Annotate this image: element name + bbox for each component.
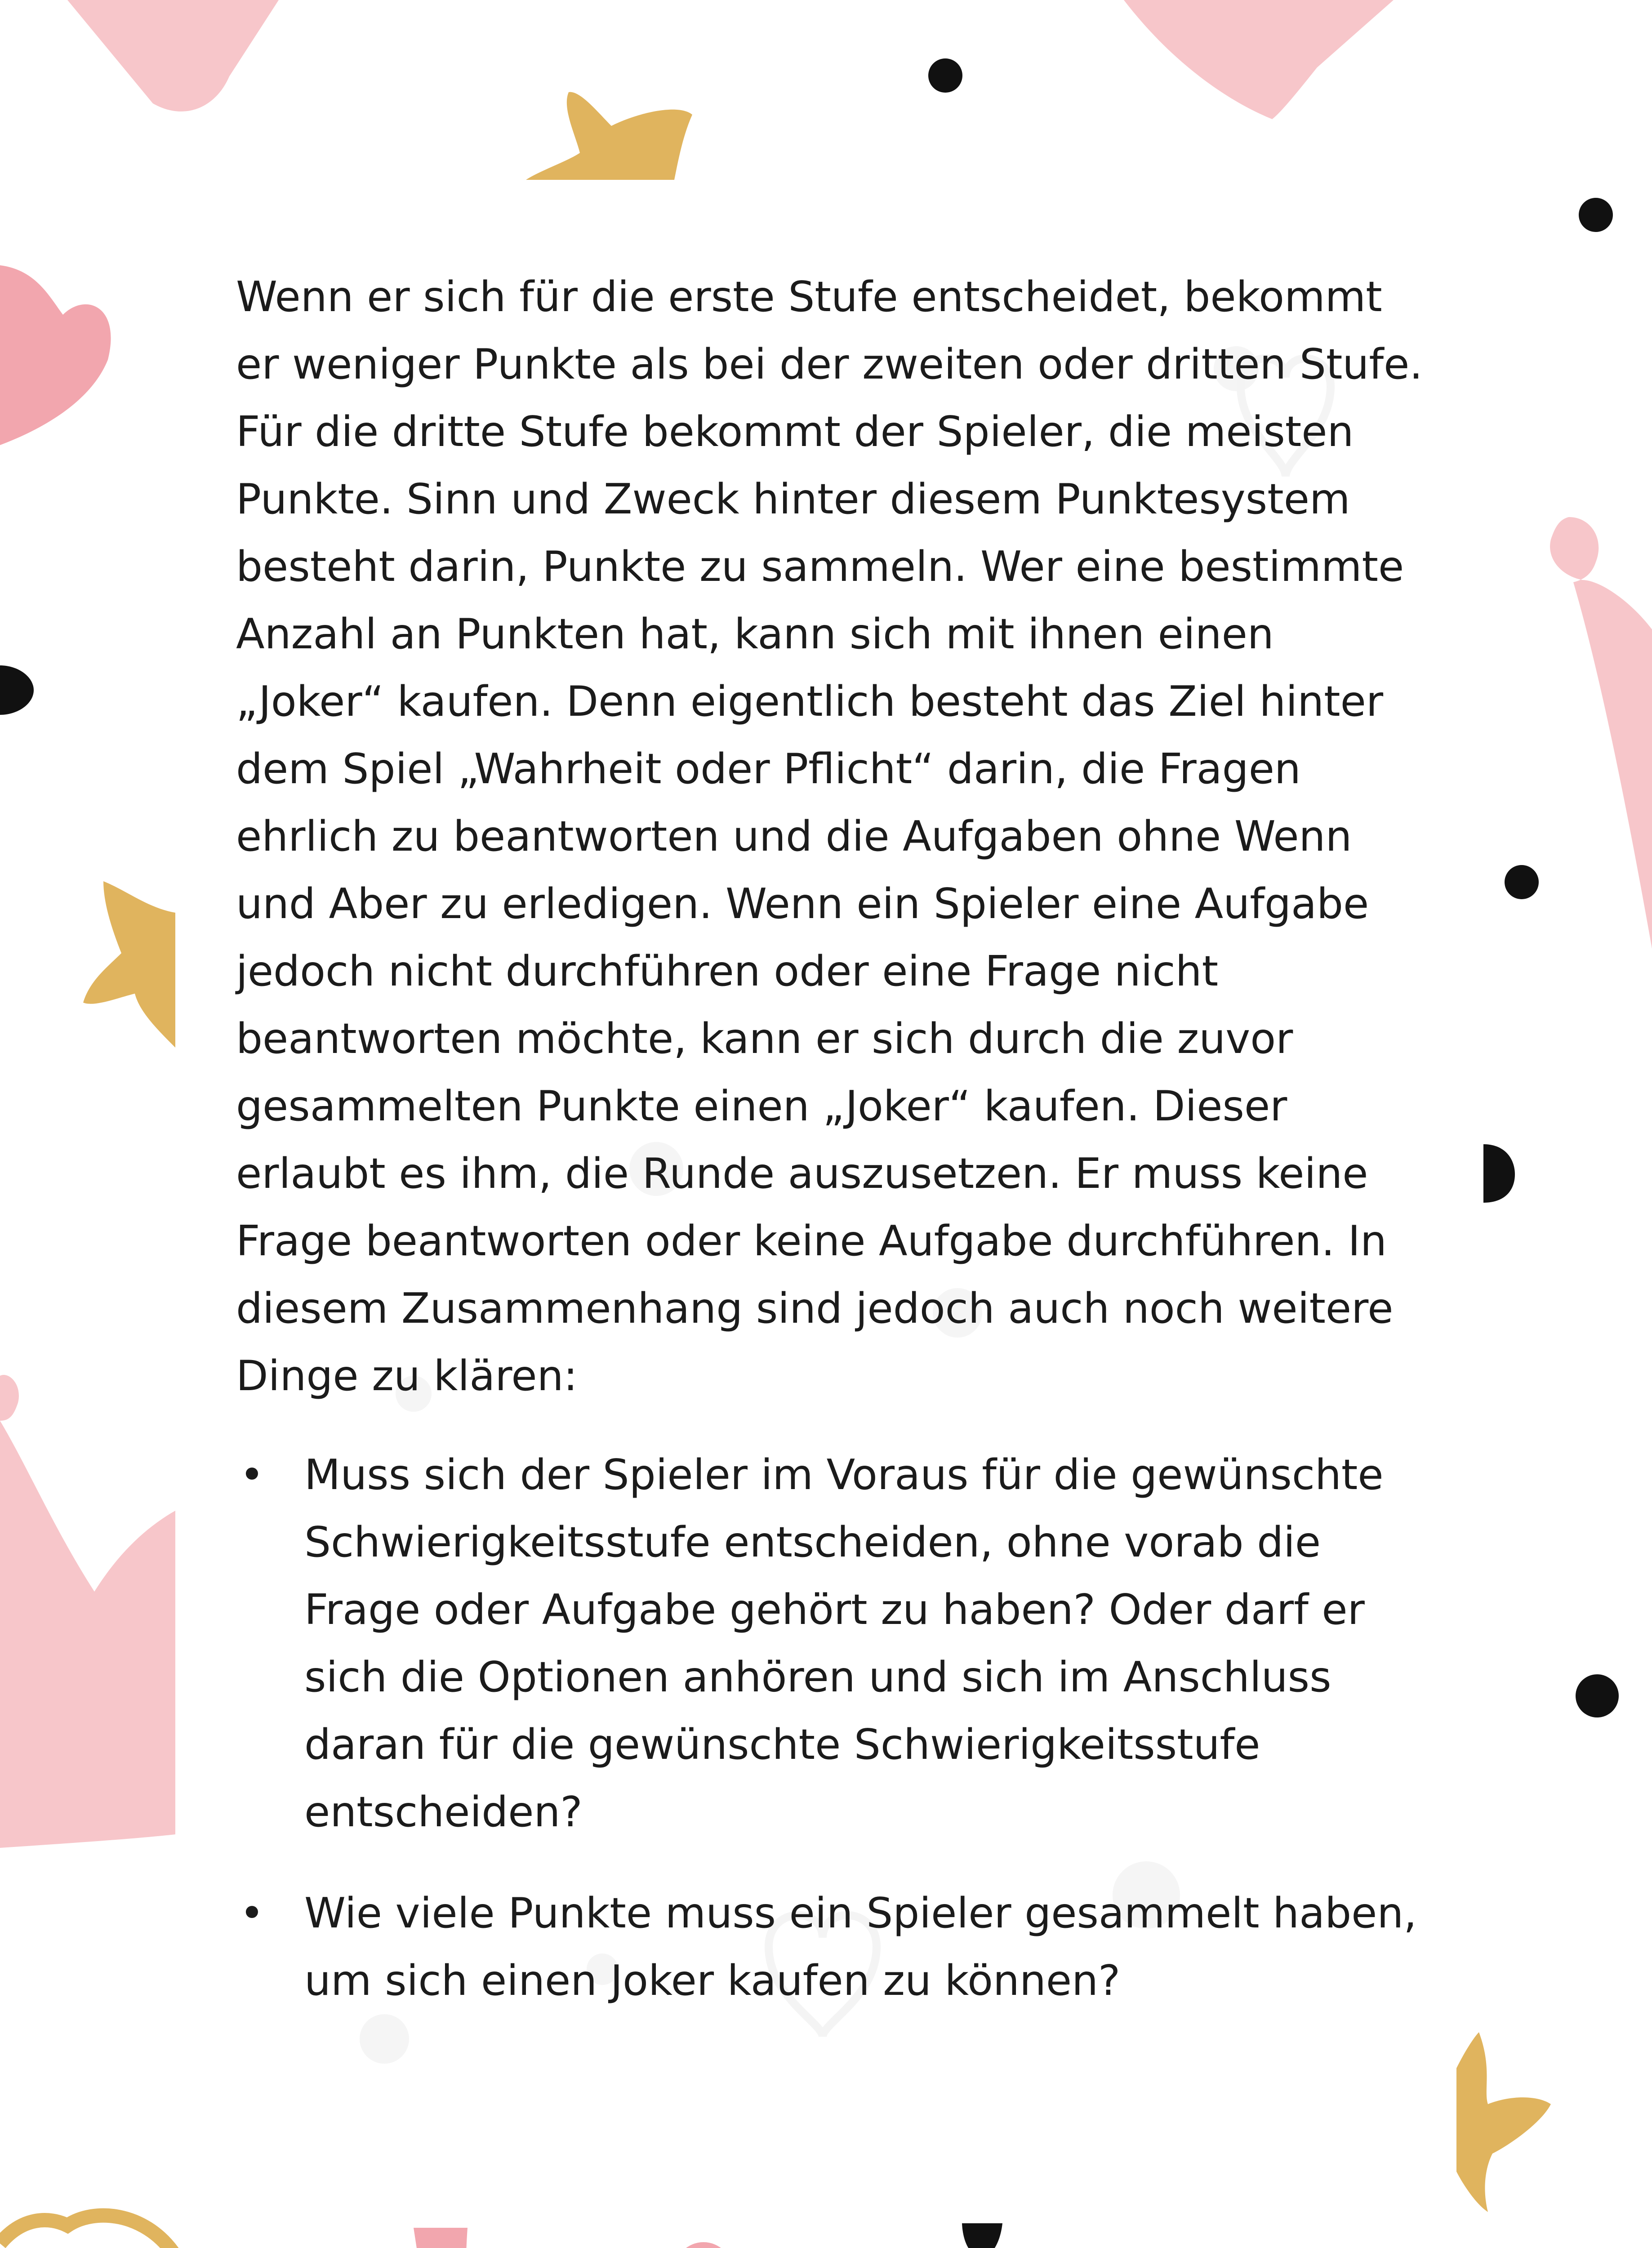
star-icon [83, 881, 175, 1048]
star-icon [526, 92, 692, 180]
list-item [236, 1879, 1423, 2014]
crown-icon [1550, 517, 1652, 949]
dot-icon [928, 58, 962, 93]
crown-icon [0, 1375, 175, 1848]
heart-icon [0, 2216, 180, 2248]
dot-icon [1579, 198, 1613, 232]
dot-icon [962, 2223, 1002, 2248]
dot-icon [1483, 1144, 1515, 1203]
list-item [236, 1441, 1423, 1846]
crown-icon [1124, 0, 1394, 119]
main-text [236, 263, 1423, 2048]
dot-icon [0, 665, 34, 715]
bullet-marker: • [240, 1889, 264, 1937]
list-item-text: Muss sich der Spieler im Voraus für die gewünschte Schwierigkeitsstufe entscheiden, ohne vorab die Frage oder Aufgabe gehört zu haben? Oder darf er sich die Optionen anhören und sich im Anschluss daran für die gewünschte Schwierigkeitsstufe entscheiden? [304, 1450, 1384, 1836]
body-paragraph: Wenn er sich für die erste Stufe entscheidet, bekommt er weniger Punkte als bei der zweiten oder dritten Stufe. Für die dritte Stufe bekommt der Spieler, die meisten Punkte. Sinn und Zweck hinter diesem Punktesystem besteht darin, Punkte zu sammeln. Wer eine bestimmte Anzahl an Punkten hat, kann sich mit ihnen einen „Joker“ kaufen. Denn eigentlich besteht das Ziel hinter dem Spiel „Wahrheit oder Pflicht“ darin, die Fragen ehrlich zu beantworten und die Aufgaben ohne Wenn und Aber zu erledigen. Wenn ein Spieler eine Aufgabe jedoch nicht durchführen oder eine Frage nicht beantworten möchte, kann er sich durch die zuvor gesammelten Punkte einen „Joker“ kaufen. Dieser erlaubt es ihm, die Runde auszusetzen. Er muss keine Frage beantworten oder keine Aufgabe durchführen. In diesem Zusammenhang sind jedoch auch noch weitere Dinge zu klären: [236, 272, 1423, 1400]
dot-icon [1505, 865, 1539, 899]
dot-icon [1576, 1674, 1619, 1717]
list-item-text: Wie viele Punkte muss ein Spieler gesammelt haben, um sich einen Joker kaufen zu können? [304, 1889, 1417, 2005]
crown-icon [414, 2228, 908, 2248]
bullet-list [236, 1441, 1423, 2014]
crown-icon [67, 0, 279, 112]
bullet-marker: • [240, 1450, 264, 1499]
star-icon [1456, 2032, 1551, 2212]
heart-icon [0, 265, 111, 445]
